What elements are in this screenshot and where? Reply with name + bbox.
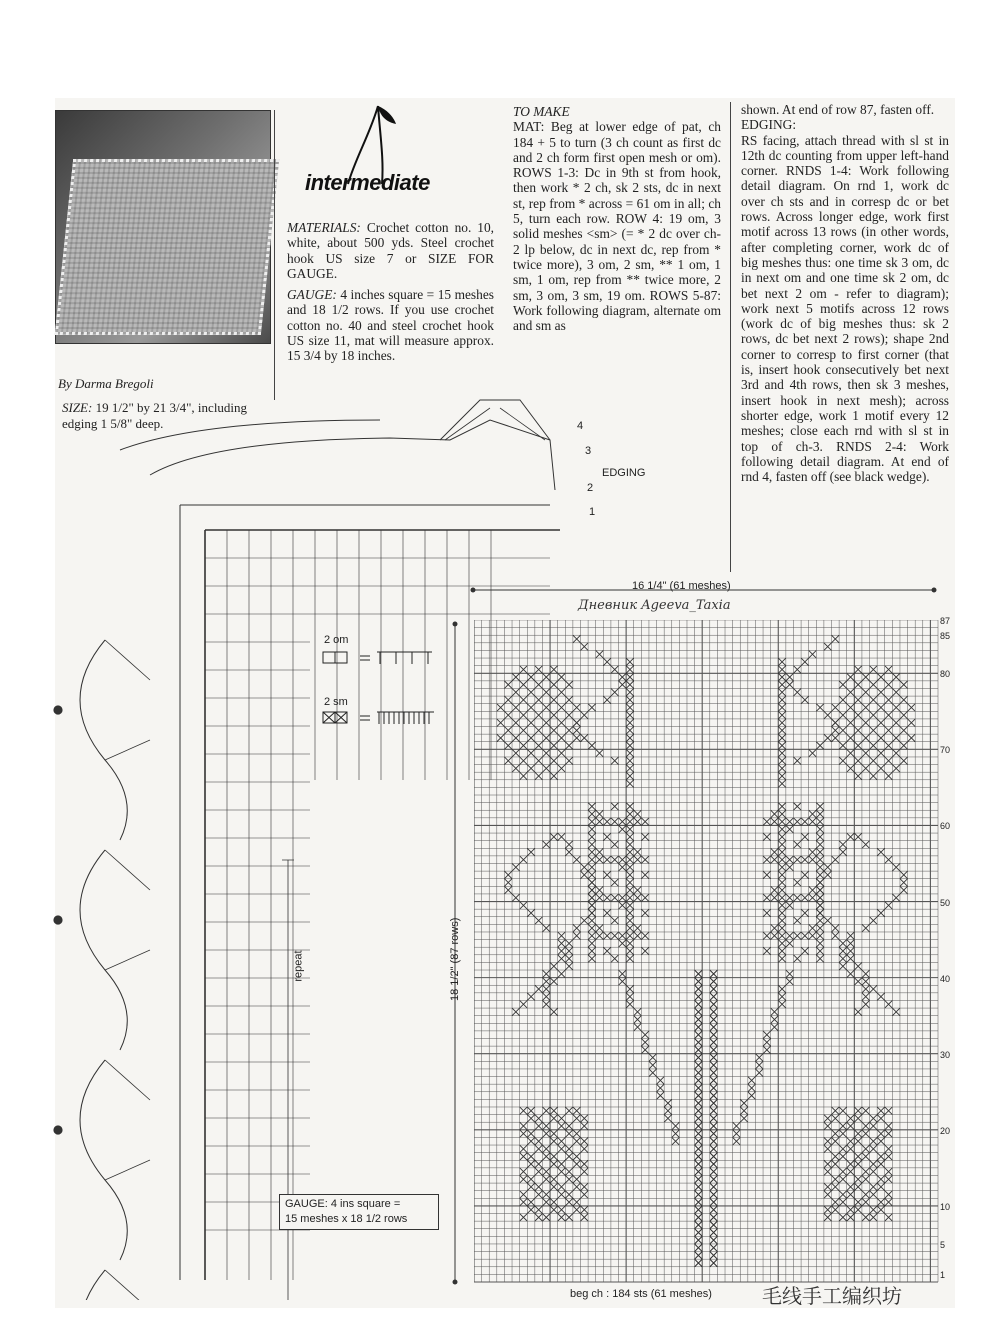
chart-height-label: 18 1/2" (87 rows) <box>449 917 461 1001</box>
size-label: SIZE: <box>62 400 93 415</box>
materials-section <box>287 220 494 364</box>
row-tick-30: 30 <box>940 1049 951 1060</box>
row-tick-60: 60 <box>940 821 951 832</box>
to-make-heading: TO MAKE <box>513 104 570 119</box>
round-label-2: 2 <box>587 482 594 494</box>
to-make-text: MAT: Beg at lower edge of pat, ch 184 + 5 to turn (3 ch count as first dc and 2 ch form first open mesh or om). ROWS 1-3: Dc in 9th st from hook, then work * 2 ch, sk 2 sts, dc in next st, rep from * across = 61 om in all; ch 5, turn each row. ROW 4: 19 om, 3 solid meshes <sm> (= * 2 dc over ch-2 lp below, dc in next dc, rep from * twice more), 3 om, 2 sm, ** 1 om, 1 sm, 1 om, rep from ** twice more, 2 sm, 3 om, 3 sm, 19 om. ROWS 5-87: Work following diagram, alternate om and sm as <box>513 119 721 334</box>
column-divider <box>730 102 731 572</box>
open-mesh-symbol <box>322 648 437 668</box>
round-label-1: 1 <box>589 506 596 518</box>
gauge-box-line2: 15 meshes x 18 1/2 rows <box>285 1213 408 1225</box>
row-tick-80: 80 <box>940 669 951 680</box>
edging-text: RS facing, attach thread with sl st in 12th dc counting from upper left-hand corner. RNDS 1-4: Work following detail diagram. On rnd 1, work dc over ch sts and in corresp dc or bet rows. Across longer edge, work first motif across 13 rows (in other words, after completing corner, work dc of big meshes thus: one time sk 3 om, dc in next om and one time sk 2 om, dc bet next 2 om - refer to diagram); work next 5 motifs across 12 rows (work dc of big meshes thus: sk 2 rows, dc bet next 2 rows); shape 2nd corner to corresp to first corner (that is, insert hook consecutively bet next 3rd and 4th rows, then sk 3 meshes, insert hook in next mesh); across shorter edge, work 1 motif every 12 meshes; close each rnd with sl st in top of ch-3. RNDS 2-4: Work following detail diagram. At end of rnd 4, fasten off (see black wedge). <box>741 132 949 485</box>
row-tick-70: 70 <box>940 745 951 756</box>
edging-heading: EDGING: <box>741 117 797 133</box>
author-byline: By Darma Bregoli <box>58 376 154 391</box>
materials-label: MATERIALS: <box>287 220 361 235</box>
edging-cont: shown. At end of row 87, fasten off. <box>741 102 935 117</box>
legend-sm-label: 2 sm <box>324 696 348 708</box>
materials-text: Crochet cotton no. 10, white, about 500 yds. Steel crochet hook US size 7 or SIZE FOR GAUGE. <box>287 220 494 281</box>
column-divider <box>274 110 275 400</box>
crochet-mat-image <box>55 159 279 335</box>
edging-diagram-label: EDGING <box>602 467 646 479</box>
edging-section <box>741 102 949 484</box>
row-tick-85: 85 <box>940 631 951 642</box>
legend-om-label: 2 om <box>324 634 349 646</box>
solid-mesh-symbol <box>322 708 437 728</box>
row-tick-50: 50 <box>940 897 951 908</box>
chart-bottom-label: beg ch : 184 sts (61 meshes) <box>570 1288 712 1300</box>
gauge-text: 4 inches square = 15 meshes and 18 1/2 rows. If you use crochet cotton no. 40 and steel crochet hook US size 11, mat will measure approx. 15 3/4 by 18 inches. <box>287 287 494 364</box>
row-tick-87: 87 <box>940 616 951 626</box>
row-tick-20: 20 <box>940 1125 951 1136</box>
round-label-3: 3 <box>585 445 592 457</box>
wechat-watermark: 毛线手工编织坊 <box>762 1284 902 1308</box>
difficulty-logo: intermediate <box>305 170 430 195</box>
product-photo <box>55 110 271 344</box>
gauge-label: GAUGE: <box>287 287 337 303</box>
row-tick-1: 1 <box>940 1270 946 1281</box>
to-make-section <box>513 104 721 333</box>
chart-width-label: 16 1/4" (61 meshes) <box>632 580 731 592</box>
size-value: 19 1/2" by 21 3/4", including edging 1 5/8" deep. <box>62 400 248 431</box>
repeat-label: repeat <box>292 950 305 982</box>
watermark-text: Дневник Ageeva_Taxia <box>578 598 731 613</box>
row-tick-40: 40 <box>940 973 951 984</box>
row-tick-5: 5 <box>940 1239 946 1250</box>
gauge-box <box>279 1194 439 1230</box>
row-tick-10: 10 <box>940 1201 951 1212</box>
filet-chart <box>474 620 944 1290</box>
gauge-box-line1: GAUGE: 4 ins square = <box>285 1198 401 1210</box>
round-label-4: 4 <box>577 420 584 432</box>
